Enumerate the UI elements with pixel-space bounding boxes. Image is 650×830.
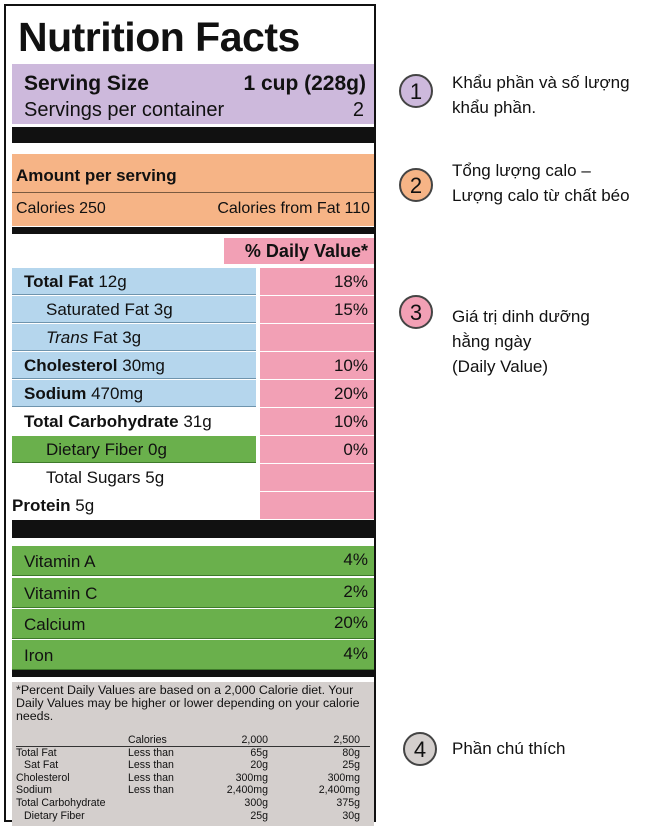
- footnote-table-header: Calories 2,000 2,500: [128, 734, 360, 746]
- nutrient-amount: 470mg: [91, 384, 144, 403]
- table-row: Total Fat Less than 65g 80g: [16, 746, 360, 759]
- serving-size-label: Serving Size: [24, 72, 149, 95]
- nutrient-amount: 5g: [75, 496, 95, 515]
- nutrient-name: Total Sugars: [46, 468, 141, 487]
- table-row: Total Carbohydrate 300g 375g: [16, 796, 360, 809]
- table-row: Cholesterol Less than 300mg 300mg: [16, 771, 360, 784]
- nutrition-facts-label: [4, 4, 376, 822]
- vitamin-row-calcium: [12, 609, 374, 639]
- nutrient-name: Trans: [46, 328, 89, 347]
- nutrient-row-protein: [12, 492, 374, 519]
- nutrient-pct: 10%: [260, 352, 374, 379]
- annotation-3-text: Giá trị dinh dưỡng hằng ngày (Daily Value): [452, 307, 590, 376]
- vitamin-name: Vitamin C: [24, 584, 98, 603]
- nutrient-pct: [260, 324, 374, 351]
- nutrient-pct: 0%: [260, 436, 374, 463]
- annotation-badge-3: 3: [399, 295, 433, 329]
- nutrient-pct: 20%: [260, 380, 374, 407]
- nutrient-name: Protein: [12, 496, 71, 515]
- nutrient-amount: Fat 3g: [92, 328, 142, 347]
- nutrient-name: Total Carbohydrate: [24, 412, 179, 431]
- annotation-badge-4: 4: [403, 732, 437, 766]
- vitamin-pct: 20%: [333, 613, 368, 632]
- amount-per-serving: Amount per serving: [16, 166, 177, 185]
- annotation-4-text: Phần chú thích: [452, 739, 566, 758]
- nutrient-amount: 5g: [145, 468, 165, 487]
- vitamin-row-iron: [12, 640, 374, 670]
- vitamin-name: Iron: [24, 646, 54, 665]
- serving-size-value: 1 cup (228g): [243, 72, 366, 95]
- nutrient-pct: 10%: [260, 408, 374, 435]
- nutrient-row-cholesterol: [12, 352, 374, 379]
- table-row: Dietary Fiber 25g 30g: [24, 809, 360, 822]
- calories: Calories 250: [16, 200, 106, 217]
- nutrient-row-dietary-fiber: [12, 436, 374, 463]
- nutrient-name: Total Fat: [24, 272, 94, 291]
- medium-divider: [12, 227, 374, 234]
- annotation-badge-1: 1: [399, 74, 433, 108]
- table-row: Sat Fat Less than 20g 25g: [24, 759, 360, 772]
- footnote-table: [16, 734, 360, 822]
- serving-section: [12, 64, 374, 124]
- nutrient-name: Dietary Fiber: [46, 440, 144, 459]
- table-row: Sodium Less than 2,400mg 2,400mg: [16, 784, 360, 797]
- nutrient-row-total-carbohydrate: [12, 408, 374, 435]
- nutrient-amount: 31g: [183, 412, 212, 431]
- vitamin-name: Calcium: [24, 615, 86, 634]
- daily-value-header: % Daily Value*: [224, 238, 374, 264]
- vitamin-pct: 4%: [343, 644, 368, 663]
- nutrient-pct: [260, 464, 374, 491]
- thick-divider: [12, 127, 374, 143]
- calories-section: [12, 154, 374, 226]
- medium-divider: [12, 670, 374, 677]
- thick-divider: [12, 520, 374, 538]
- annotation-badge-2: 2: [399, 168, 433, 202]
- vitamin-name: Vitamin A: [24, 552, 96, 571]
- servings-label: Servings per container: [24, 99, 225, 121]
- nutrient-amount: 0g: [148, 440, 167, 459]
- annotation-1-text: Khẩu phần và số lượng khẩu phần.: [452, 73, 630, 117]
- nutrient-name: Saturated Fat: [46, 300, 150, 319]
- divider: [16, 746, 370, 747]
- nutrient-row-trans-fat: [12, 324, 374, 351]
- nutrient-pct: [260, 492, 374, 519]
- nutrient-name: Cholesterol: [24, 356, 118, 375]
- annotation-2-text: Tổng lượng calo – Lượng calo từ chất béo: [452, 161, 630, 205]
- nutrient-row-total-fat: [12, 268, 374, 295]
- vitamin-pct: 2%: [343, 582, 368, 601]
- divider: [12, 192, 374, 193]
- nutrient-amount: 3g: [153, 300, 173, 319]
- nutrient-name: Sodium: [24, 384, 87, 403]
- vitamin-row-c: [12, 578, 374, 608]
- footnote-text: *Percent Daily Values are based on a 2,000 Calorie diet. Your Daily Values may be higher or lower depending on your calorie needs.: [16, 683, 360, 723]
- vitamin-row-a: [12, 546, 374, 576]
- servings-value: 2: [352, 99, 364, 121]
- label-title: Nutrition Facts: [18, 14, 300, 60]
- calories-from-fat: Calories from Fat 110: [217, 200, 370, 217]
- footnote-section: [12, 682, 374, 826]
- nutrient-row-total-sugars: [12, 464, 374, 491]
- nutrient-amount: 12g: [98, 272, 127, 291]
- nutrient-pct: 18%: [260, 268, 374, 295]
- nutrient-pct: 15%: [260, 296, 374, 323]
- nutrient-row-saturated-fat: [12, 296, 374, 323]
- nutrient-amount: 30mg: [122, 356, 165, 375]
- nutrient-row-sodium: [12, 380, 374, 407]
- vitamin-pct: 4%: [343, 550, 368, 569]
